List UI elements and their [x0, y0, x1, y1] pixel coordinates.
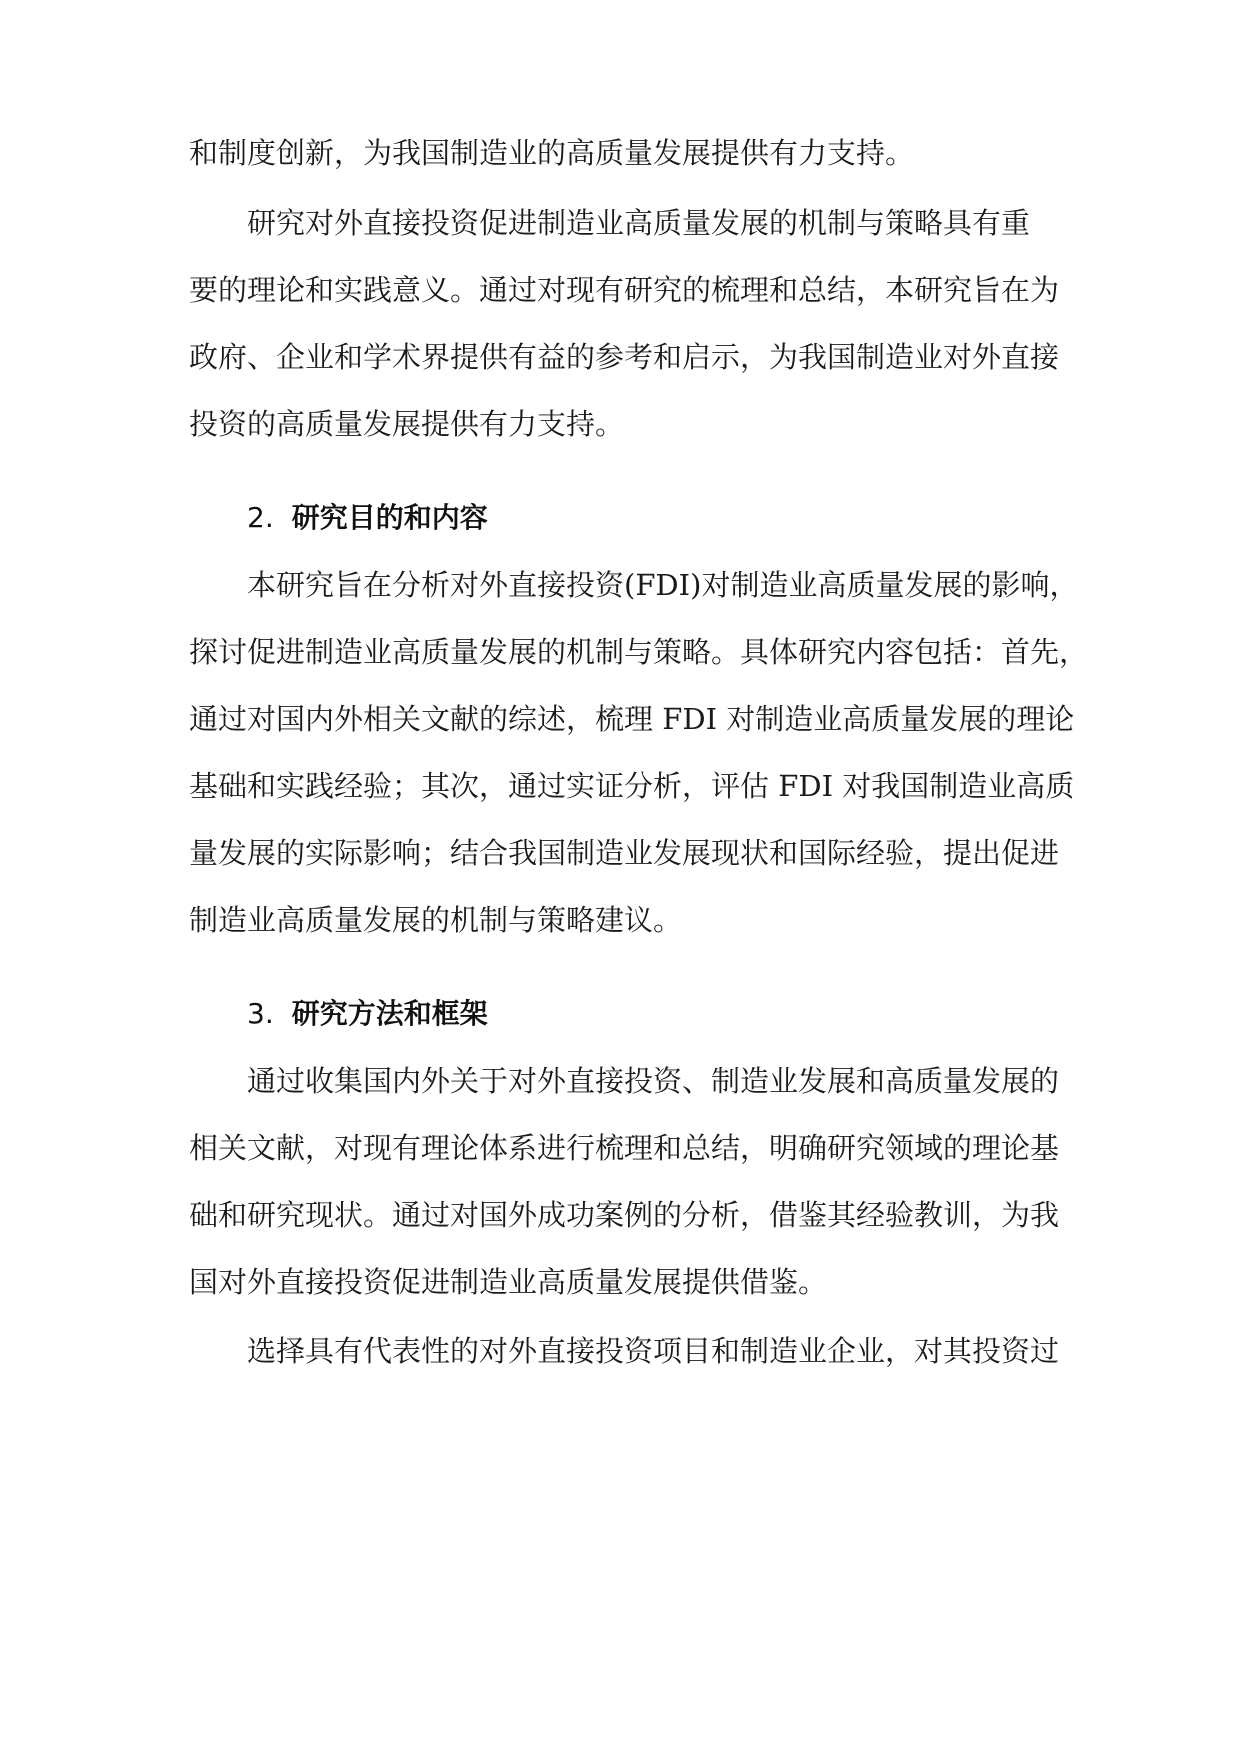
section-number: 3.: [247, 997, 274, 1030]
section-number: 2.: [247, 501, 274, 534]
paragraph-line: 制造业高质量发展的机制与策略建议。: [189, 903, 683, 937]
section-heading: [247, 498, 488, 538]
paragraph-line: 基础和实践经验；其次，通过实证分析，评估 FDI 对我国制造业高质: [189, 769, 1075, 803]
paragraph-line: 投资的高质量发展提供有力支持。: [189, 407, 625, 441]
paragraph-line: 通过对国内外相关文献的综述，梳理 FDI 对制造业高质量发展的理论: [189, 702, 1075, 736]
paragraph-line: 本研究旨在分析对外直接投资(FDI)对制造业高质量发展的影响，: [247, 568, 1079, 602]
paragraph-line: 研究对外直接投资促进制造业高质量发展的机制与策略具有重: [247, 206, 1031, 240]
paragraph-line: 相关文献，对现有理论体系进行梳理和总结，明确研究领域的理论基: [189, 1131, 1060, 1165]
section-heading: [247, 994, 488, 1034]
paragraph-line: 量发展的实际影响；结合我国制造业发展现状和国际经验，提出促进: [189, 836, 1060, 870]
paragraph-line: 探讨促进制造业高质量发展的机制与策略。具体研究内容包括：首先，: [189, 635, 1089, 669]
section-title: 研究目的和内容: [291, 501, 488, 534]
paragraph-line: 选择具有代表性的对外直接投资项目和制造业企业，对其投资过: [247, 1334, 1060, 1368]
paragraph-line: 础和研究现状。通过对国外成功案例的分析，借鉴其经验教训，为我: [189, 1198, 1060, 1232]
paragraph-line: 国对外直接投资促进制造业高质量发展提供借鉴。: [189, 1265, 828, 1299]
paragraph-line: 政府、企业和学术界提供有益的参考和启示，为我国制造业对外直接: [189, 340, 1060, 374]
paragraph-line: 要的理论和实践意义。通过对现有研究的梳理和总结，本研究旨在为: [189, 273, 1060, 307]
paragraph-line: 和制度创新，为我国制造业的高质量发展提供有力支持。: [189, 136, 915, 170]
paragraph-line: 通过收集国内外关于对外直接投资、制造业发展和高质量发展的: [247, 1064, 1060, 1098]
section-title: 研究方法和框架: [291, 997, 488, 1030]
